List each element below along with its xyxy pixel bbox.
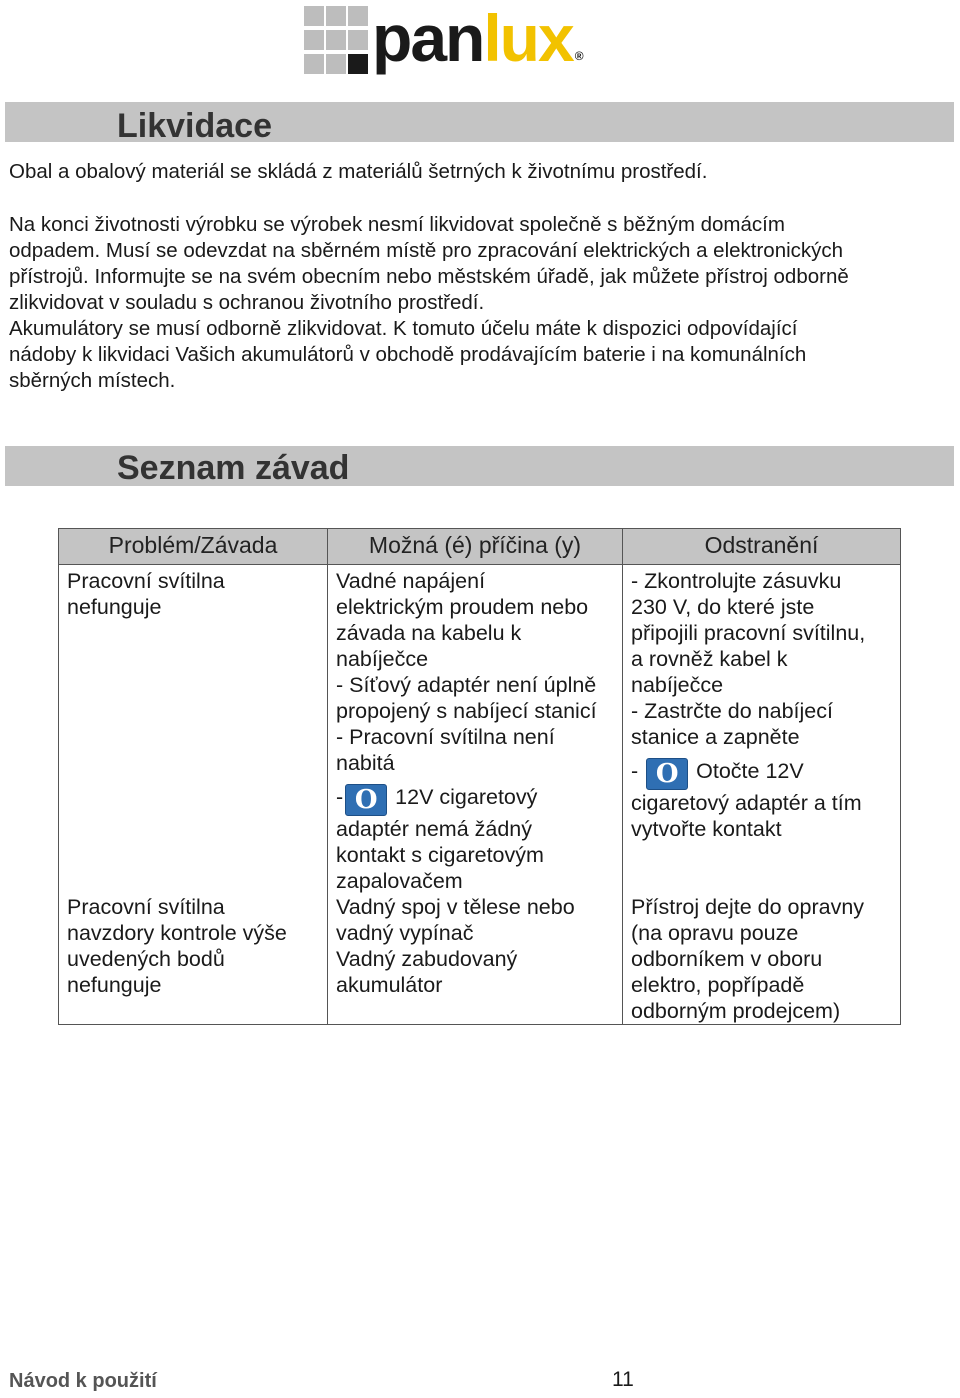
- switch-o-icon: O: [646, 758, 688, 790]
- column-header-problem: Problém/Závada: [59, 529, 328, 565]
- section-title: Likvidace: [117, 107, 272, 145]
- logo-grid-icon: [304, 6, 368, 76]
- cause-cell: Vadný spoj v tělese nebo vadný vypínač Vadný zabudovaný akumulátor: [328, 894, 623, 1025]
- column-header-solution: Odstranění: [623, 529, 901, 565]
- section-header-seznam-zavad: [5, 446, 954, 486]
- footer-label: Návod k použití: [9, 1370, 157, 1392]
- problem-cell: Pracovní svítilna navzdory kontrole výše uvedených bodů nefunguje: [59, 894, 328, 1025]
- switch-o-icon: O: [345, 784, 387, 816]
- panlux-logo: [304, 1, 604, 78]
- solution-cell: - Zkontrolujte zásuvku 230 V, do které jste připojili pracovní svítilnu, a rovněž kabel k nabíječce - Zastrčte do nabíjecí stanice a zapněte - O Otočte 12V cigaretový adaptér a tím vytvořte kontakt: [623, 565, 901, 895]
- section-title: Seznam závad: [117, 449, 350, 487]
- page-number: 11: [612, 1368, 634, 1391]
- section-header-likvidace: [5, 102, 954, 145]
- logo-wordmark: panlux ®: [372, 1, 584, 75]
- problem-cell: Pracovní svítilna nefunguje: [59, 565, 328, 895]
- table-row: [59, 894, 901, 1025]
- column-header-cause: Možná (é) příčina (y): [328, 529, 623, 565]
- solution-cell: Přístroj dejte do opravny (na opravu pouze odborníkem v oboru elektro, popřípadě odborným prodejcem): [623, 894, 901, 1025]
- cause-cell: Vadné napájení elektrickým proudem nebo závada na kabelu k nabíječce - Síťový adaptér není úplně propojený s nabíjecí stanicí - Pracovní svítilna není nabitá - O 12V cigaretový adaptér nemá žádný kontakt s cigaretovým zapalovačem: [328, 565, 623, 895]
- paragraph-packaging: Obal a obalový materiál se skládá z materiálů šetrných k životnímu prostředí.: [9, 160, 708, 183]
- troubleshooting-table: [58, 528, 901, 1025]
- paragraph-disposal: Na konci životnosti výrobku se výrobek nesmí likvidovat společně s běžným domácím odpadem. Musí se odevzdat na sběrném místě pro zpracování elektrických a elektronických přístrojů. Informujte se na svém obecním nebo městském úřadě, jak můžete přístroj odborně zlikvidovat v souladu s ochranou životního prostředí. Akumulátory se musí odborně zlikvidovat. K tomuto účelu máte k dispozici odpovídající nádoby k likvidaci Vašich akumulátorů v obchodě prodávajícím baterie i na komunálních sběrných místech.: [9, 213, 849, 392]
- table-row: [59, 565, 901, 895]
